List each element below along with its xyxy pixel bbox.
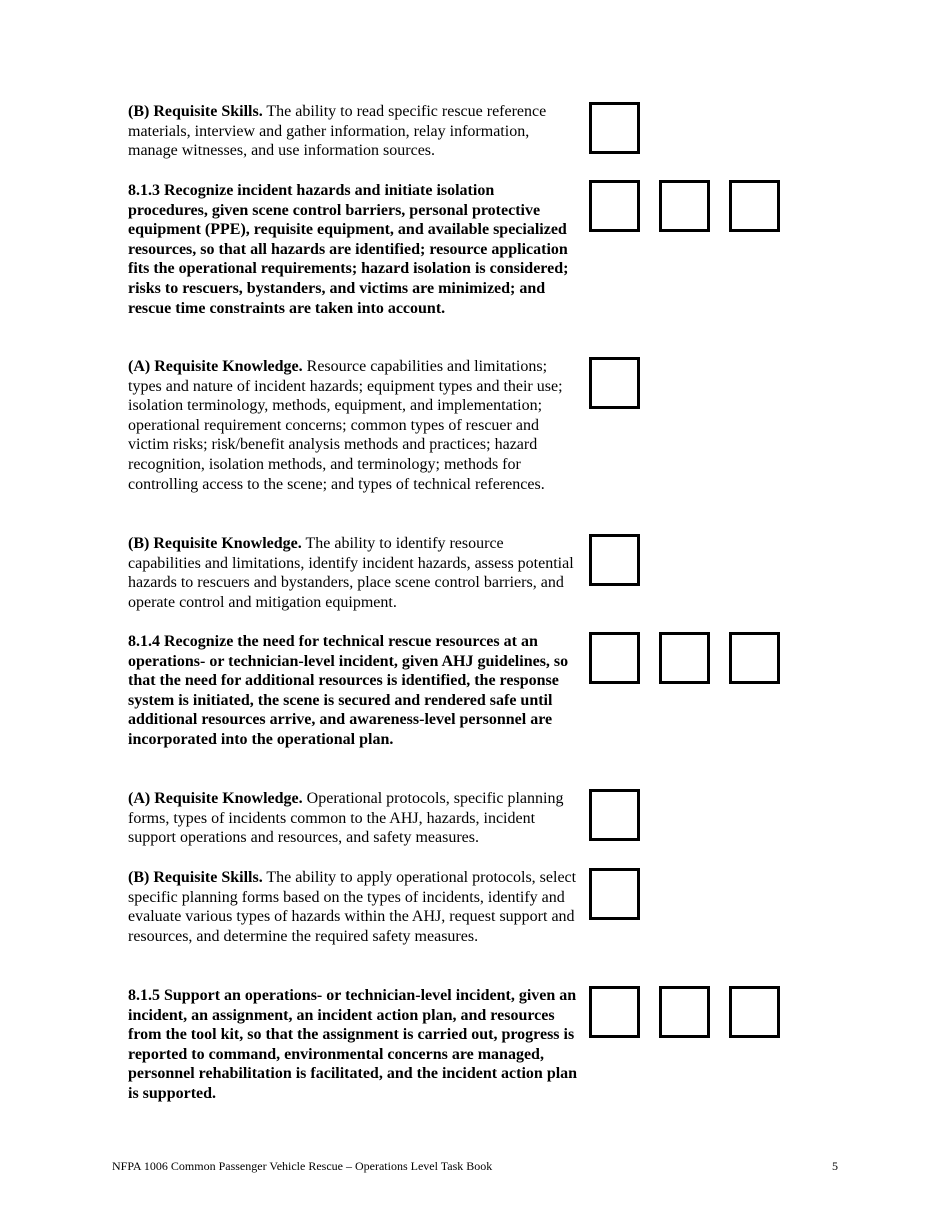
- signoff-checkbox[interactable]: [729, 632, 780, 684]
- signoff-checkbox[interactable]: [659, 986, 710, 1038]
- signoff-checkbox[interactable]: [589, 986, 640, 1038]
- signoff-checkbox[interactable]: [729, 180, 780, 232]
- paragraph-text: The ability to apply operational protocols, select specific planning forms based on the types of incidents, identify and evaluate various types of hazards within the AHJ, request support and resources, and determine the required safety measures.: [128, 869, 577, 945]
- signoff-checkbox[interactable]: [589, 357, 640, 409]
- jpr-text: 8.1.4 Recognize the need for technical rescue resources at an operations- or technician-level incident, given AHJ guidelines, so that the need for additional resources is identified, the response system is initiated, the scene is secured and rendered safe until additional resources arrive, and awareness-level personnel are incorporated into the operational plan.: [128, 633, 569, 748]
- footer-title: NFPA 1006 Common Passenger Vehicle Rescue – Operations Level Task Book: [112, 1159, 493, 1173]
- paragraph-lead: (B) Requisite Skills.: [128, 869, 263, 886]
- signoff-checkbox[interactable]: [659, 632, 710, 684]
- signoff-checkbox[interactable]: [589, 789, 640, 841]
- paragraph-text: The ability to identify resource capabilities and limitations, identify incident hazards, assess potential hazards to rescuers and bystanders, place scene control barriers, and operate control and mitigation equipment.: [128, 535, 574, 611]
- jpr-8-1-3: [128, 181, 578, 318]
- paragraph-lead: (A) Requisite Knowledge.: [128, 790, 303, 807]
- requisite-knowledge-paragraph: [128, 357, 578, 494]
- paragraph-lead: (A) Requisite Knowledge.: [128, 358, 303, 375]
- jpr-8-1-5: [128, 986, 578, 1104]
- signoff-checkbox[interactable]: [589, 868, 640, 920]
- signoff-checkbox[interactable]: [659, 180, 710, 232]
- paragraph-lead: (B) Requisite Skills.: [128, 103, 263, 120]
- signoff-checkbox[interactable]: [589, 102, 640, 154]
- signoff-checkbox[interactable]: [589, 632, 640, 684]
- signoff-checkbox[interactable]: [589, 534, 640, 586]
- paragraph-text: Operational protocols, specific planning forms, types of incidents common to the AHJ, hazards, incident support operations and resources, and safety measures.: [128, 790, 564, 847]
- page-number: 5: [832, 1159, 838, 1173]
- paragraph-text: The ability to read specific rescue reference materials, interview and gather information, relay information, manage witnesses, and use information sources.: [128, 103, 547, 160]
- jpr-text: 8.1.3 Recognize incident hazards and initiate isolation procedures, given scene control barriers, personal protective equipment (PPE), requisite equipment, and available specialized resources, so that all hazards are identified; resource application fits the operational requirements; hazard isolation is considered; risks to rescuers, bystanders, and victims are minimized; and rescue time constraints are taken into account.: [128, 182, 569, 317]
- jpr-text: 8.1.5 Support an operations- or technician-level incident, given an incident, an assignment, an incident action plan, and resources from the tool kit, so that the assignment is carried out, progress is reported to command, environmental concerns are managed, personnel rehabilitation is facilitated, and the incident action plan is supported.: [128, 987, 578, 1102]
- signoff-checkbox[interactable]: [729, 986, 780, 1038]
- signoff-checkbox[interactable]: [589, 180, 640, 232]
- requisite-skills-paragraph: [128, 102, 578, 161]
- requisite-knowledge-paragraph: [128, 534, 578, 612]
- requisite-knowledge-paragraph: [128, 789, 578, 848]
- paragraph-text: Resource capabilities and limitations; types and nature of incident hazards; equipment types and their use; isolation terminology, methods, equipment, and implementation; operational requirement concerns; common types of rescuer and victim risks; risk/benefit analysis methods and practices; hazard recognition, isolation methods, and terminology; methods for controlling access to the scene; and types of technical references.: [128, 358, 563, 493]
- paragraph-lead: (B) Requisite Knowledge.: [128, 535, 302, 552]
- requisite-skills-paragraph: [128, 868, 578, 946]
- jpr-8-1-4: [128, 632, 578, 750]
